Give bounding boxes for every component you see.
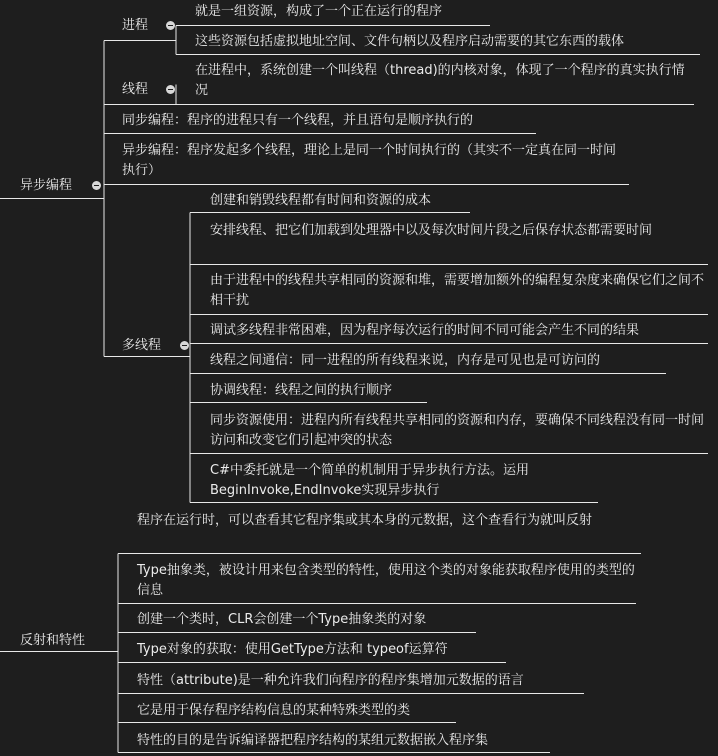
leaf-refl-2[interactable]: Type抽象类，被设计用来包含类型的特性，使用这个类的对象能获取程序使用的类型的信息	[137, 563, 635, 598]
collapse-icon[interactable]	[92, 181, 101, 190]
leaf-mt-1[interactable]: 创建和销毁线程都有时间和资源的成本	[210, 193, 432, 208]
branch-async-programming[interactable]: 异步编程：程序发起多个线程，理论上是同一个时间执行的（其实不一定真在同一时间执行）	[122, 143, 617, 178]
leaf-refl-7[interactable]: 特性的目的是告诉编译器把程序结构的某组元数据嵌入程序集	[137, 733, 489, 748]
branch-process[interactable]: 进程	[122, 18, 149, 33]
leaf-thread-1[interactable]: 在进程中，系统创建一个叫线程（thread)的内核对象，体现了一个程序的真实执行情况	[195, 63, 685, 98]
collapse-icon[interactable]	[166, 21, 175, 30]
branch-sync-programming[interactable]: 同步编程：程序的进程只有一个线程，并且语句是顺序执行的	[122, 113, 474, 128]
leaf-mt-8[interactable]: C#中委托就是一个简单的机制用于异步执行方法。运用BeginInvoke,EndInvoke实现异步执行	[210, 463, 529, 498]
leaf-refl-1[interactable]: 程序在运行时，可以查看其它程序集或其本身的元数据，这个查看行为就叫反射	[137, 513, 593, 528]
leaf-refl-5[interactable]: 特性（attribute)是一种允许我们向程序的程序集增加元数据的语言	[137, 673, 524, 688]
branch-multithreading[interactable]: 多线程	[122, 338, 162, 353]
leaf-refl-6[interactable]: 它是用于保存程序结构信息的某种特殊类型的类	[137, 703, 411, 718]
leaf-mt-2[interactable]: 安排线程、把它们加载到处理器中以及每次时间片段之后保存状态都需要时间	[210, 223, 653, 238]
leaf-refl-4[interactable]: Type对象的获取：使用GetType方法和 typeof运算符	[137, 642, 448, 657]
leaf-process-1[interactable]: 就是一组资源，构成了一个正在运行的程序	[195, 4, 443, 19]
branch-thread[interactable]: 线程	[122, 82, 149, 97]
root-topic-reflection[interactable]: 反射和特性	[20, 633, 86, 648]
collapse-icon[interactable]	[180, 341, 189, 350]
collapse-icon[interactable]	[166, 85, 175, 94]
leaf-mt-5[interactable]: 线程之间通信：同一进程的所有线程来说，内存是可见也是可访问的	[210, 353, 601, 368]
leaf-mt-7[interactable]: 同步资源使用：进程内所有线程共享相同的资源和内存，要确保不同线程没有同一时间访问和改变它们引起冲突的状态	[210, 413, 705, 448]
leaf-refl-3[interactable]: 创建一个类时，CLR会创建一个Type抽象类的对象	[137, 612, 427, 627]
leaf-process-2[interactable]: 这些资源包括虚拟地址空间、文件句柄以及程序启动需要的其它东西的载体	[195, 34, 625, 49]
root-topic-async[interactable]: 异步编程	[20, 178, 73, 193]
leaf-mt-3[interactable]: 由于进程中的线程共享相同的资源和堆，需要增加额外的编程复杂度来确保它们之间不相干扰	[210, 273, 705, 308]
leaf-mt-4[interactable]: 调试多线程非常困难，因为程序每次运行的时间不同可能会产生不同的结果	[210, 323, 640, 338]
leaf-mt-6[interactable]: 协调线程：线程之间的执行顺序	[210, 383, 393, 398]
